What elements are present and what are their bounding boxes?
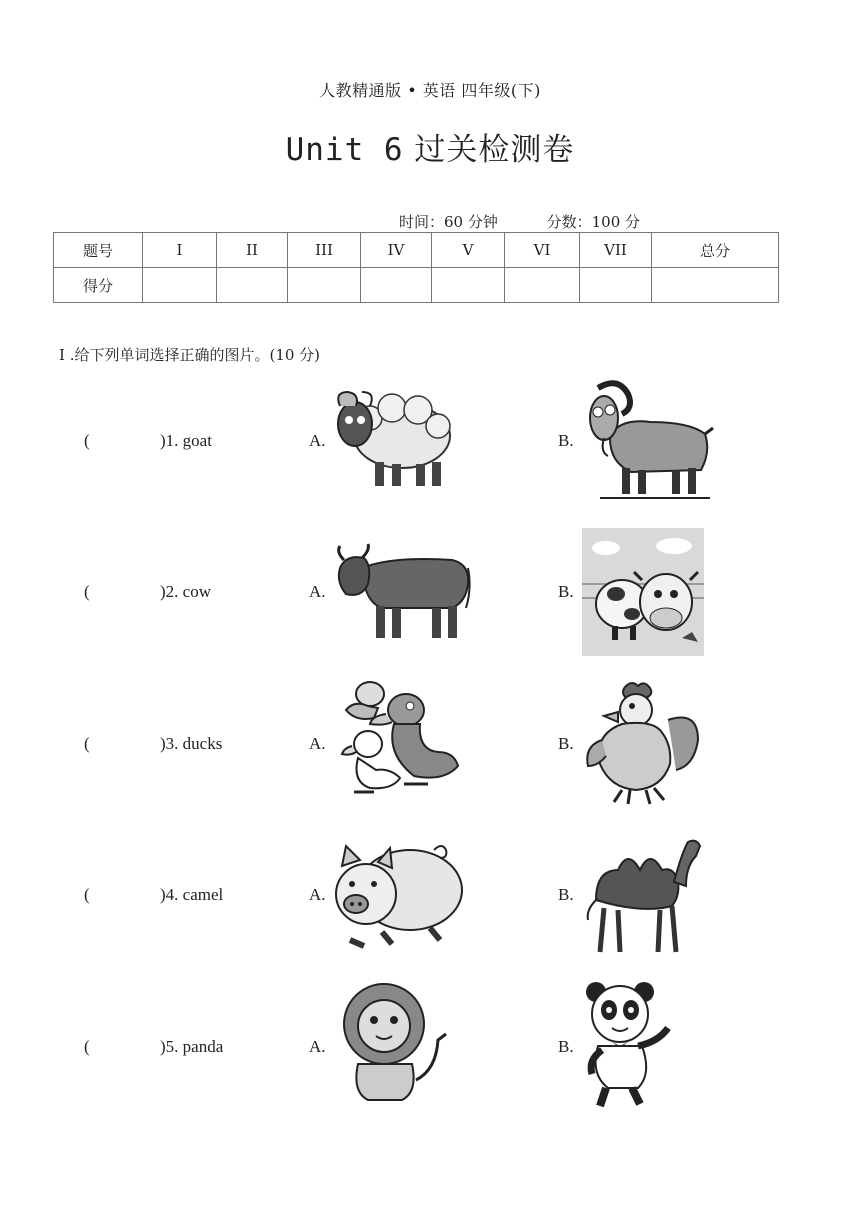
option-a-label: A. [309,582,326,601]
page-header: 人教精通版 • 英语 四年级(下) [319,81,541,100]
score-cell[interactable] [217,268,288,303]
question-4 [0,832,860,962]
option-a-label: A. [309,1037,326,1056]
header-cell: IV [361,233,432,268]
option-b-label: B. [558,734,574,753]
option-a-label: A. [309,431,326,450]
score-cell[interactable] [505,268,580,303]
time-limit: 时间：60 分钟 [399,213,498,231]
goat-icon [580,376,715,501]
question-text: )1. goat [160,431,212,450]
header-cell: V [432,233,505,268]
option-b-label: B. [558,582,574,601]
question-5 [0,984,860,1114]
header-cell: VI [505,233,580,268]
title-unit: Unit 6 [285,132,404,168]
header-cell: II [217,233,288,268]
score-table [53,232,779,303]
score-cell[interactable] [143,268,217,303]
camel-icon [584,832,702,958]
answer-blank[interactable]: ( [84,431,90,450]
header-cell: III [288,233,361,268]
answer-blank[interactable]: ( [84,734,90,753]
option-b-label: B. [558,431,574,450]
option-a-label: A. [309,885,326,904]
score-cell[interactable] [288,268,361,303]
sheep-icon [330,386,455,491]
rooster-icon [582,680,702,806]
answer-blank[interactable]: ( [84,582,90,601]
score-cell[interactable] [652,268,779,303]
row-label: 得分 [54,268,143,303]
score-cell[interactable] [361,268,432,303]
question-text: )3. ducks [160,734,223,753]
question-text: )2. cow [160,582,211,601]
pig-icon [330,836,466,952]
cows-icon [582,528,704,656]
section-1-title: I .给下列单词选择正确的图片。(10 分) [59,346,321,364]
header-cell: I [143,233,217,268]
header-cell: 题号 [54,233,143,268]
question-3 [0,680,860,810]
total-score: 分数：100 分 [546,213,641,231]
question-2 [0,528,860,658]
exam-meta [399,211,684,232]
score-cell[interactable] [432,268,505,303]
header-cell: 总分 [652,233,779,268]
option-a-label: A. [309,734,326,753]
question-1 [0,376,860,506]
answer-blank[interactable]: ( [84,1037,90,1056]
lion-icon [332,980,450,1108]
question-text: )5. panda [160,1037,224,1056]
panda-icon [582,980,680,1110]
score-table-header-row [54,233,779,268]
title-text: 过关检测卷 [403,132,575,168]
question-text: )4. camel [160,885,224,904]
header-cell: VII [580,233,652,268]
option-b-label: B. [558,1037,574,1056]
score-cell[interactable] [580,268,652,303]
bull-icon [332,538,472,644]
score-table-score-row [54,268,779,303]
page-title [0,124,860,169]
answer-blank[interactable]: ( [84,885,90,904]
option-b-label: B. [558,885,574,904]
ducks-icon [334,680,462,804]
